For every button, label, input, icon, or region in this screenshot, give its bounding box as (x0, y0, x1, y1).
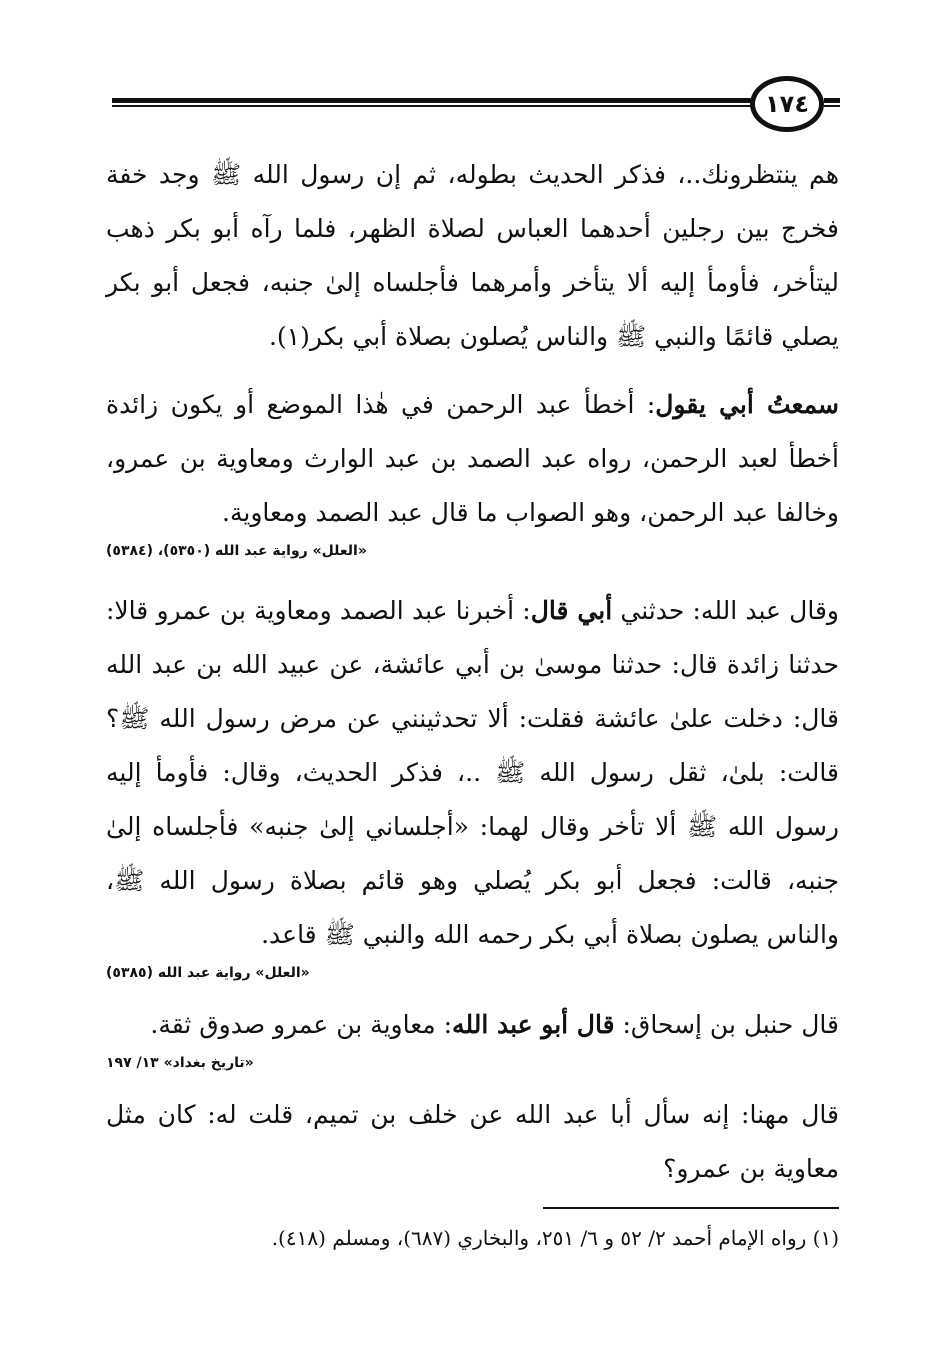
source-citation (106, 962, 839, 984)
citation-text: «العلل» رواية عبد الله (٥٣٥٠)، (٥٣٨٤) (106, 543, 367, 559)
citation-text: «العلل» رواية عبد الله (٥٣٨٥) (106, 965, 310, 981)
header-rule-end (824, 98, 840, 107)
speaker-lead: قال أبو عبد الله (452, 1010, 615, 1039)
paragraph-muhanna: قال مهنا: إنه سأل أبا عبد الله عن خلف بن تميم، قلت له: كان مثل معاوية بن عمرو؟ (106, 1100, 839, 1183)
header-rule (112, 98, 752, 107)
paragraph-text: : معاوية بن عمرو صدوق ثقة. (150, 1010, 453, 1039)
paragraph-hanbal (106, 998, 839, 1052)
paragraph-father-comment (106, 378, 839, 540)
paragraph-intro: قال حنبل بن إسحاق: (614, 1010, 839, 1039)
speaker-lead: أبي قال (530, 596, 613, 625)
page-body (106, 148, 839, 1196)
paragraph-text: : أخبرنا عبد الصمد ومعاوية بن عمرو قالا: حدثنا زائدة قال: حدثنا موسىٰ بن أبي عائشة، عن عبيد الله بن عبد الله قال: دخلت علىٰ عائشة فقلت: ألا تحدثينني عن مرض رسول الله ﷺ؟ قالت: بلىٰ، ثقل رسول الله ﷺ ..، فذكر الحديث، وقال: فأومأ إليه رسول الله ﷺ ألا تأخر وقال لهما: «أجلساني إلىٰ جنبه» فأجلساه إلىٰ جنبه، قالت: فجعل أبو بكر يُصلي وهو قائم بصلاة رسول الله ﷺ، والناس يصلون بصلاة أبي بكر رحمه الله والنبي ﷺ قاعد. (106, 596, 839, 949)
paragraph-isnad (106, 584, 839, 962)
page-number-badge: ١٧٤ (750, 76, 824, 132)
speaker-lead: سمعتُ أبي يقول (655, 390, 840, 419)
source-citation (106, 540, 839, 562)
citation-text: «تاريخ بغداد» ١٣/ ١٩٧ (106, 1055, 254, 1071)
footnote-separator (543, 1207, 839, 1209)
page-header (112, 76, 840, 136)
footnote: (١) رواه الإمام أحمد ٢/ ٥٢ و ٦/ ٢٥١، والبخاري (٦٨٧)، ومسلم (٤١٨). (271, 1226, 839, 1250)
paragraph-intro: وقال عبد الله: حدثني (612, 596, 839, 625)
paragraph-hadith-narration: هم ينتظرونك..، فذكر الحديث بطوله، ثم إن رسول الله ﷺ وجد خفة فخرج بين رجلين أحدهما العباس لصلاة الظهر، فلما رآه أبو بكر ذهب ليتأخر، فأومأ إليه ألا يتأخر وأمرهما فأجلساه إلىٰ جنبه، فجعل أبو بكر يصلي قائمًا والنبي ﷺ والناس يُصلون بصلاة أبي بكر(١). (106, 160, 839, 351)
source-citation (106, 1052, 839, 1074)
paragraph-text: : أخطأ عبد الرحمن في هٰذا الموضع أو يكون زائدة أخطأ لعبد الرحمن، رواه عبد الصمد بن عبد الوارث ومعاوية بن عمرو، وخالفا عبد الرحمن، وهو الصواب ما قال عبد الصمد ومعاوية. (106, 390, 839, 527)
